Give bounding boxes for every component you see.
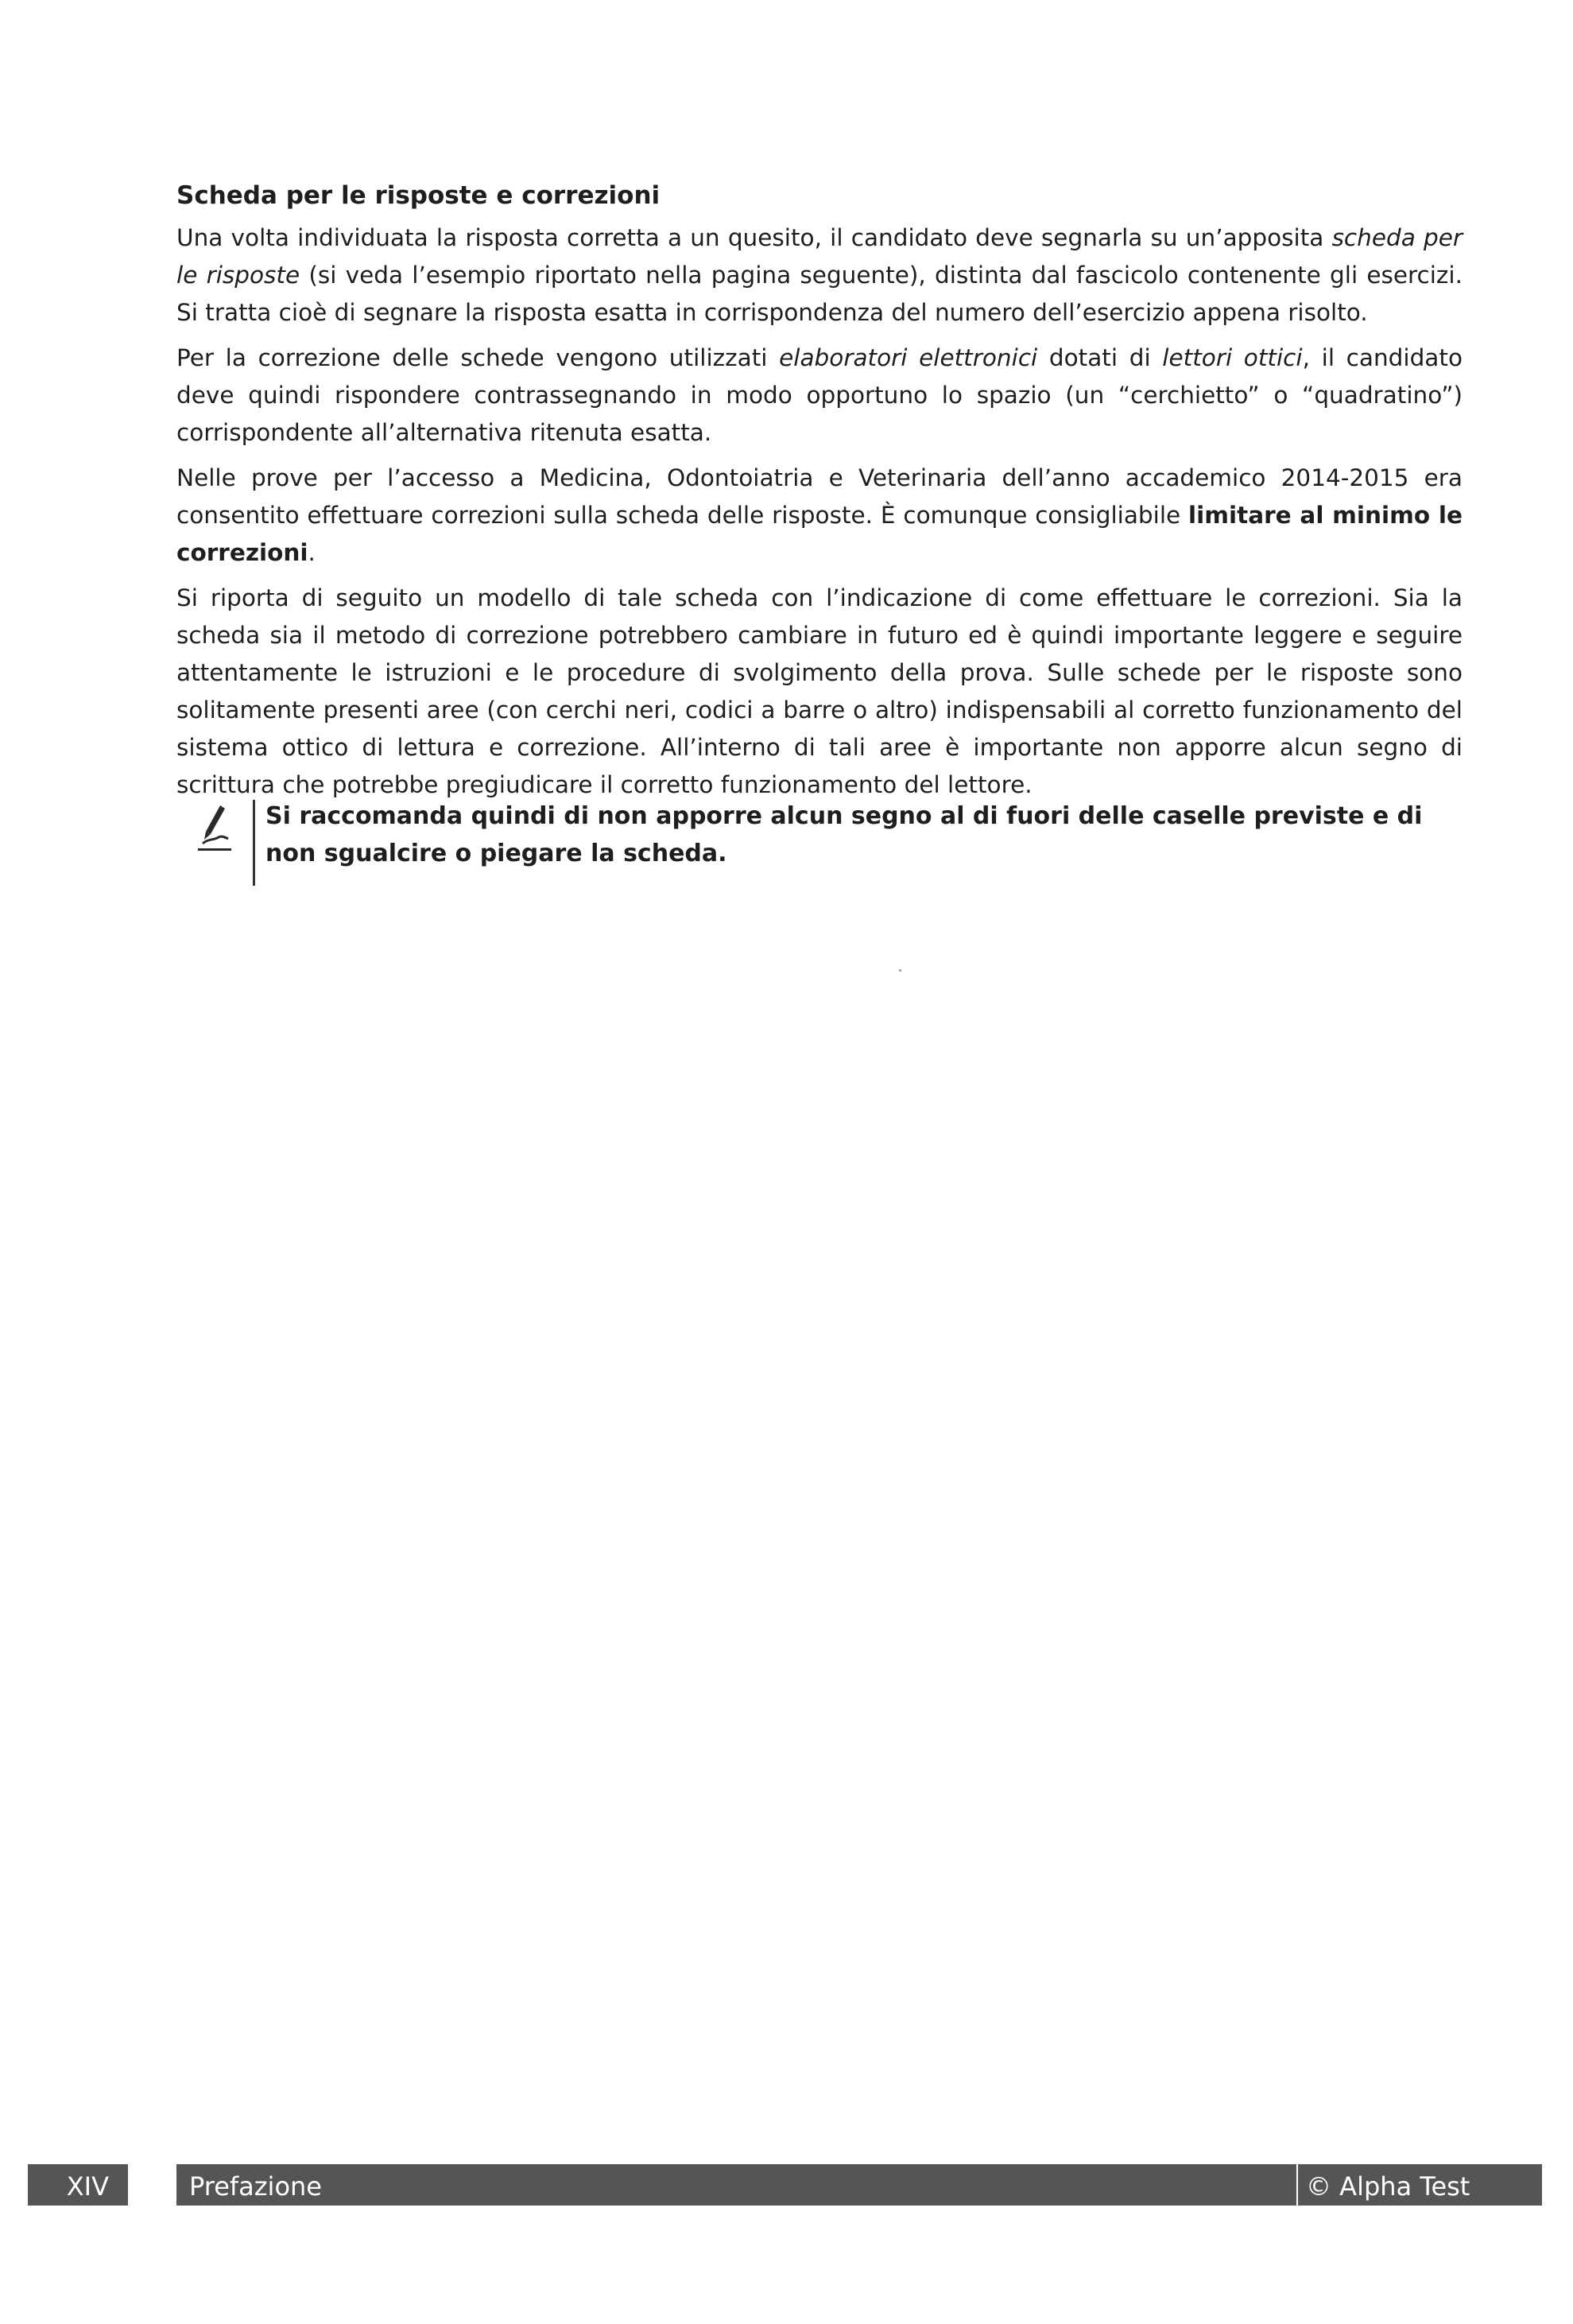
p3-text-a: Nelle prove per l’accesso a Medicina, Odontoiatria e Veterinaria dell’anno accademico 2014-2015 era consentito effettuare correzioni sulla scheda delle risposte. È comunque consigliabile bbox=[176, 464, 1463, 530]
section-heading: Scheda per le risposte e correzioni bbox=[176, 181, 661, 210]
p1-text-a: Una volta individuata la risposta corretta a un quesito, il candidato deve segnarla su un’apposita bbox=[176, 224, 1332, 252]
footer-page-number-band bbox=[28, 2164, 128, 2206]
note-divider bbox=[253, 800, 255, 886]
footer-copyright-band bbox=[1298, 2164, 1542, 2206]
p3-text-b: . bbox=[308, 539, 316, 567]
pen-writing-icon bbox=[196, 802, 233, 856]
paragraph-3 bbox=[176, 460, 1463, 572]
footer-section-band bbox=[176, 2164, 1296, 2206]
p2-text-c: , il candidato deve quindi rispondere contrassegnando in modo opportuno lo spazio (un “cerchietto” o “quadratino”) corrispondente all’alternativa ritenuta esatta. bbox=[176, 344, 1463, 447]
note-text: Si raccomanda quindi di non apporre alcun segno al di fuori delle caselle previste e di non sgualcire o piegare la scheda. bbox=[265, 802, 1423, 867]
paragraph-2 bbox=[176, 339, 1463, 452]
p2-text-b: dotati di bbox=[1037, 344, 1163, 372]
scan-speck bbox=[899, 969, 901, 972]
footer-section-title: Prefazione bbox=[189, 2171, 322, 2202]
paragraph-1 bbox=[176, 219, 1463, 332]
page-number: XIV bbox=[66, 2171, 109, 2202]
p2-text-a: Per la correzione delle schede vengono utilizzati bbox=[176, 344, 780, 372]
warning-note bbox=[176, 797, 1463, 885]
footer-copyright: © Alpha Test bbox=[1306, 2171, 1470, 2202]
p2-italic-term-1: elaboratori elettronici bbox=[779, 344, 1038, 372]
p1-text-b: (si veda l’esempio riportato nella pagina seguente), distinta dal fascicolo contenente gli esercizi. Si tratta cioè di segnare la risposta esatta in corrispondenza del numero dell’esercizio appena risolto. bbox=[176, 262, 1463, 327]
p3-bold-advice: limitare al minimo le correzioni bbox=[176, 502, 1463, 567]
paragraph-4: Si riporta di seguito un modello di tale scheda con l’indicazione di come effettuare le correzioni. Sia la scheda sia il metodo di correzione potrebbero cambiare in futuro ed è quindi importante leggere e seguire attentamente le istruzioni e le procedure di svolgimento della prova. Sulle schede per le risposte sono solitamente presenti aree (con cerchi neri, codici a barre o altro) indispensabili al corretto funzionamento del sistema ottico di lettura e correzione. All’interno di tali aree è importante non apporre alcun segno di scrittura che potrebbe pregiudicare il corretto funzionamento del lettore. bbox=[176, 584, 1463, 799]
main-content bbox=[176, 180, 1463, 812]
p1-italic-term: scheda per le risposte bbox=[176, 224, 1463, 289]
p2-italic-term-2: lettori ottici bbox=[1162, 344, 1303, 372]
